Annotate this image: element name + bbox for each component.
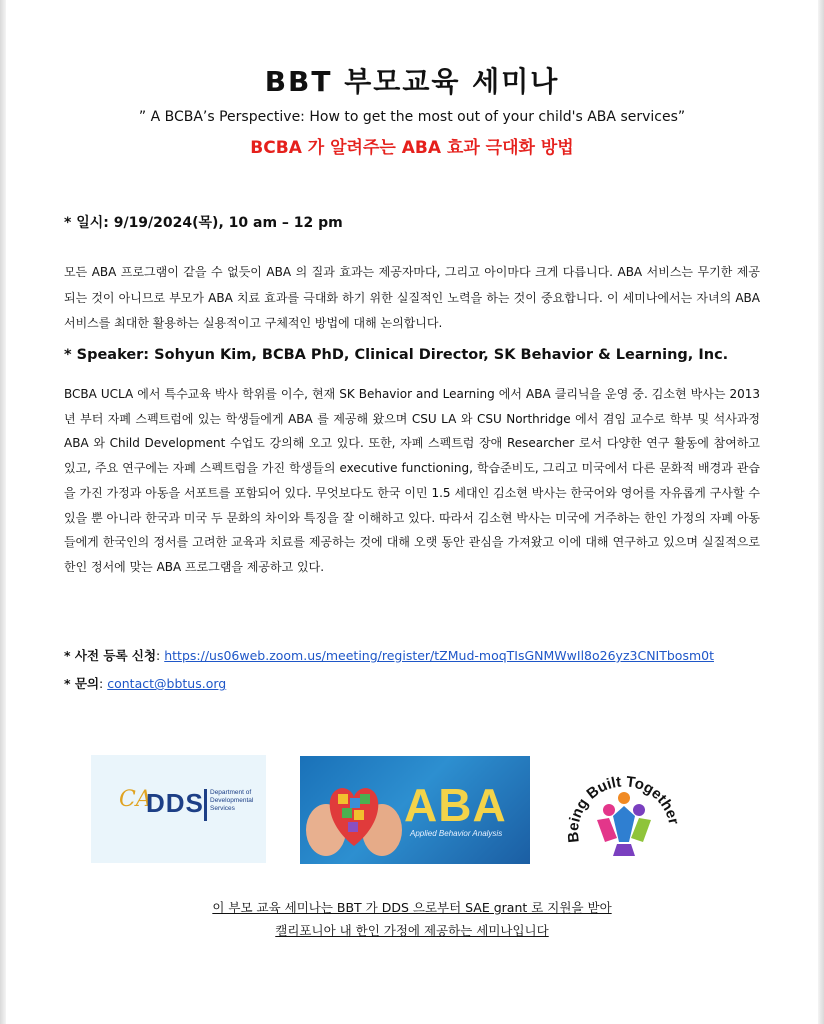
footer-text-2: 캘리포니아 내 한인 가정에 제공하는 세미나입니다 — [275, 923, 549, 938]
aba-logo-text: ABA — [404, 779, 507, 831]
page-title: BBT 부모교육 세미나 — [264, 65, 560, 98]
subtitle-english: ” A BCBA’s Perspective: How to get the most out of your child's ABA services” — [138, 109, 686, 125]
footer-text-1: 이 부모 교육 세미나는 BBT 가 DDS 으로부터 SAE grant 로 지원을 받아 — [212, 900, 612, 915]
bbt-logo-text: Being Built Together — [565, 773, 683, 844]
speaker-bio: BCBA UCLA 에서 특수교육 박사 학위를 이수, 현재 SK Behavior and Learning 에서 ABA 클리닉을 운영 중. 김소현 박사는 2013 년 부터 자폐 스펙트럼에 있는 학생들에게 ABA 를 제공해 왔으며 CSU LA 와 CSU Northridge 에서 겸임 교수로 학부 및 석사과정 ABA 와 Child Development 수업도 강의해 오고 있다. 또한, 자폐 스펙트럼 장애 Researcher 로서 다양한 연구 활동에 참여하고 있고, 주요 연구에는 자폐 스펙트럼을 가진 학생들의 executive functioning, 학습준비도, 그리고 미국에서 다른 문화적 배경과 관습을 가진 가정과 아동을 서포트를 포함되어 있다. 무엇보다도 한국 이민 1.5 세대인 김소현 박사는 한국어와 영어를 자유롭게 구사할 수 있을 뿐 아니라 한국과 미국 두 문화의 차이와 특징을 잘 이해하고 있다. 따라서 김소현 박사는 미국에 거주하는 한인 가정의 자폐 아동들에게 한국인의 정서를 고려한 교육과 치료를 제공하는 것에 대해 오랫 동안 관심을 가져왔고 이에 대해 연구하고 있으며 실질적으로 한인 정서에 맞는 ABA 프로그램을 제공하고 있다. — [64, 387, 760, 574]
registration-colon: : — [156, 648, 165, 663]
footer-line-1 — [0, 898, 824, 916]
dds-logo-bar — [204, 789, 207, 821]
contact-label: * 문의 — [64, 676, 100, 691]
registration-label: * 사전 등록 신청 — [64, 648, 157, 663]
aba-logo — [300, 756, 530, 864]
dds-sub-line-1: Department of — [210, 789, 252, 796]
aba-logo-subtitle: Applied Behavior Analysis — [410, 829, 503, 838]
event-date: * 일시: 9/19/2024(목), 10 am – 12 pm — [64, 215, 343, 231]
contact-row — [64, 674, 226, 692]
being-built-together-logo — [565, 758, 683, 866]
dds-sub-line-3: Services — [210, 805, 235, 812]
registration-link[interactable]: https://us06web.zoom.us/meeting/register/tZMud-moqTIsGNMWwIl8o26yz3CNITbosm0t — [164, 648, 714, 663]
dds-logo — [91, 755, 266, 863]
contact-email-link[interactable]: contact@bbtus.org — [107, 676, 227, 691]
dds-logo-subtitle — [210, 789, 253, 813]
subtitle-korean: BCBA 가 알려주는 ABA 효과 극대화 방법 — [250, 138, 574, 158]
dds-logo-script: CA — [119, 787, 152, 812]
footer-line-2 — [0, 921, 824, 939]
registration-row — [64, 646, 714, 664]
dds-logo-name: DDS — [146, 788, 204, 818]
hands-puzzle-heart-icon — [304, 768, 404, 860]
speaker-line: * Speaker: Sohyun Kim, BCBA PhD, Clinical Director, SK Behavior & Learning, Inc. — [64, 347, 729, 363]
intro-paragraph: 모든 ABA 프로그램이 같을 수 없듯이 ABA 의 질과 효과는 제공자마다, 그리고 아이마다 크게 다릅니다. ABA 서비스는 무기한 제공 되는 것이 아니므로 부모가 ABA 치료 효과를 극대화 하기 위한 실질적인 노력을 하는 것이 중요합니다. 이 세미나에서는 자녀의 ABA 서비스를 최대한 활용하는 실용적이고 구체적인 방법에 대해 논의합니다. — [64, 265, 760, 330]
dds-sub-line-2: Developmental — [210, 797, 254, 804]
contact-colon: : — [99, 676, 108, 691]
